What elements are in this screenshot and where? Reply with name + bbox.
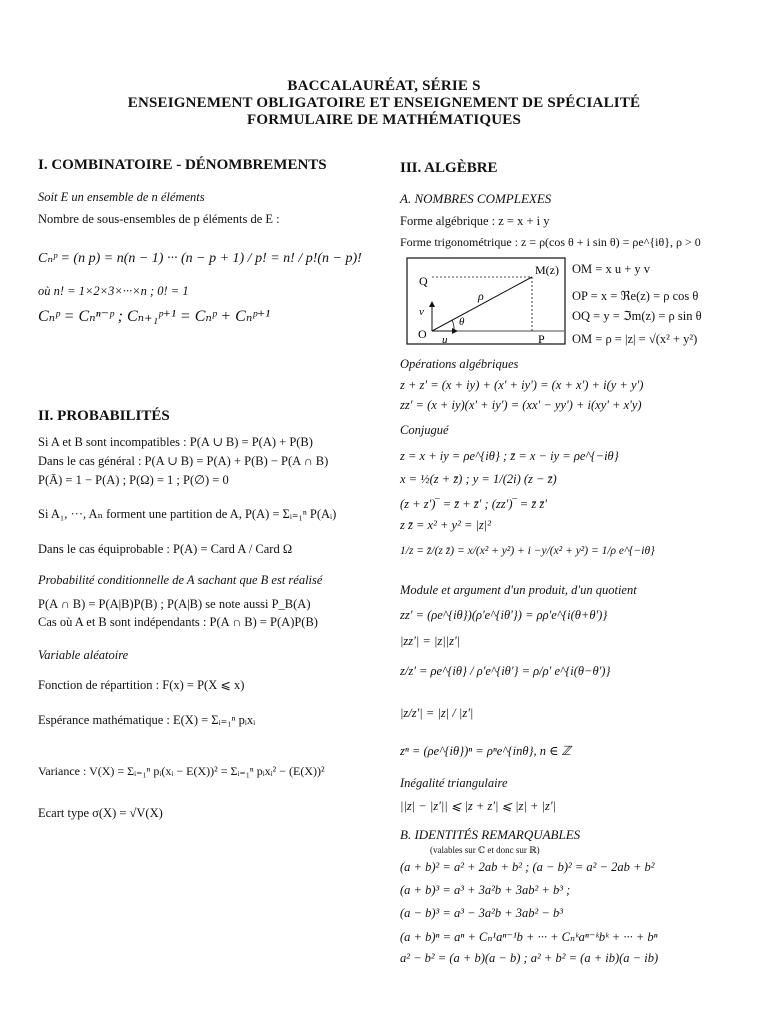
standard-deviation: Ecart type σ(X) = √V(X) — [38, 806, 163, 820]
power-formula: zⁿ = (ρe^{iθ})ⁿ = ρⁿe^{inθ}, n ∈ ℤ — [400, 744, 571, 758]
operations-title: Opérations algébriques — [400, 357, 519, 371]
expectation-formula: Espérance mathématique : E(X) = Σᵢ₌₁ⁿ pᵢxᵢ — [38, 713, 256, 727]
label-o: O — [418, 327, 427, 341]
complex-plane-svg — [406, 257, 568, 347]
op-formula: OP = x = ℜe(z) = ρ cos θ — [572, 289, 699, 303]
label-rho: ρ — [478, 289, 484, 303]
header-title-line-1: BACCALAURÉAT, SÉRIE S — [287, 78, 481, 94]
prob-incompatible: Si A et B sont incompatibles : P(A ∪ B) = P(A) + P(B) — [38, 435, 313, 449]
conditional-formula: P(A ∩ B) = P(A|B)P(B) ; P(A|B) se note aussi P_B(A) — [38, 597, 311, 611]
oq-formula: OQ = y = ℑm(z) = ρ sin θ — [572, 309, 702, 323]
om-segment — [432, 277, 532, 331]
identities-note: (valables sur ℂ et donc sur ℝ) — [430, 845, 540, 855]
section-2-title: II. PROBABILITÉS — [38, 408, 170, 424]
identity-square: (a + b)² = a² + 2ab + b² ; (a − b)² = a² − 2ab + b² — [400, 860, 655, 874]
om-vector-formula: OM = x u + y v — [572, 262, 650, 276]
label-u: u — [442, 334, 448, 346]
label-theta: θ — [459, 316, 465, 328]
conditional-title: Probabilité conditionnelle de A sachant que B est réalisé — [38, 573, 323, 587]
binomial-formula: Cₙᵖ = (n p) = n(n − 1) ··· (n − p + 1) / p! = n! / p!(n − p)! — [38, 251, 362, 266]
complex-plane-diagram — [406, 257, 568, 347]
header-title-line-3: FORMULAIRE DE MATHÉMATIQUES — [246, 112, 522, 128]
modulus-squared: z z̄ = x² + y² = |z|² — [400, 518, 491, 532]
subsection-a-title: A. NOMBRES COMPLEXES — [400, 191, 552, 206]
header-title-line-2: ENSEIGNEMENT OBLIGATOIRE ET ENSEIGNEMENT DE SPÉCIALITÉ — [127, 95, 641, 111]
distribution-function: Fonction de répartition : F(x) = P(X ⩽ x) — [38, 678, 245, 692]
modulus-quotient: |z/z'| = |z| / |z'| — [400, 706, 474, 720]
prob-equiprobable: Dans le cas équiprobable : P(A) = Card A / Card Ω — [38, 542, 293, 556]
conjugate-properties: (z + z')‾ = z̄ + z̄' ; (zz')‾ = z̄ z̄' — [400, 497, 547, 511]
pascal-identity: Cₙᵖ = Cₙⁿ⁻ᵖ ; Cₙ₊₁ᵖ⁺¹ = Cₙᵖ + Cₙᵖ⁺¹ — [38, 308, 271, 325]
independence-formula: Cas où A et B sont indépendants : P(A ∩ B) = P(A)P(B) — [38, 615, 318, 629]
section-1-count-label: Nombre de sous-ensembles de p éléments de E : — [38, 212, 280, 226]
conjugate-definition: z = x + iy = ρe^{iθ} ; z̄ = x − iy = ρe^{−iθ} — [400, 449, 619, 463]
label-m: M(z) — [535, 263, 559, 277]
section-1-title: I. COMBINATOIRE - DÉNOMBREMENTS — [38, 157, 327, 173]
prob-general: Dans le cas général : P(A ∪ B) = P(A) + P(B) − P(A ∩ B) — [38, 454, 329, 468]
sum-formula: z + z' = (x + iy) + (x' + iy') = (x + x') + i(y + y') — [400, 378, 644, 392]
modulus-formula: OM = ρ = |z| = √(x² + y²) — [572, 332, 698, 346]
triangle-inequality: ||z| − |z'|| ⩽ |z + z'| ⩽ |z| + |z'| — [400, 799, 556, 813]
subsection-b-title: B. IDENTITÉS REMARQUABLES — [400, 827, 581, 842]
v-arrowhead — [429, 301, 435, 307]
binomial-theorem: (a + b)ⁿ = aⁿ + Cₙ¹aⁿ⁻¹b + ··· + Cₙᵏaⁿ⁻ᵏbᵏ + ··· + bⁿ — [400, 930, 658, 944]
identity-cube-plus: (a + b)³ = a³ + 3a²b + 3ab² + b³ ; — [400, 883, 571, 897]
triangle-inequality-title: Inégalité triangulaire — [400, 776, 508, 790]
variance-formula: Variance : V(X) = Σᵢ₌₁ⁿ pᵢ(xᵢ − E(X))² = Σᵢ₌₁ⁿ pᵢxᵢ² − (E(X))² — [38, 764, 325, 778]
quotient-exponential: z/z' = ρe^{iθ} / ρ'e^{iθ'} = ρ/ρ' e^{i(θ−θ')} — [400, 664, 611, 678]
product-exponential: zz' = (ρe^{iθ})(ρ'e^{iθ'}) = ρρ'e^{i(θ+θ')} — [400, 608, 608, 622]
inverse-formula: 1/z = z̄/(z z̄) = x/(x² + y²) + i −y/(x² + y²) = 1/ρ e^{−iθ} — [400, 545, 655, 557]
product-formula: zz' = (x + iy)(x' + iy') = (xx' − yy') + i(xy' + x'y) — [400, 398, 642, 412]
algebraic-form: Forme algébrique : z = x + i y — [400, 214, 550, 228]
prob-complement: P(Ā) = 1 − P(A) ; P(Ω) = 1 ; P(∅) = 0 — [38, 473, 229, 487]
identity-cube-minus: (a − b)³ = a³ − 3a²b + 3ab² − b³ — [400, 906, 563, 920]
modulus-product: |zz'| = |z||z'| — [400, 634, 461, 648]
section-1-intro: Soit E un ensemble de n éléments — [38, 190, 205, 204]
section-3-title: III. ALGÈBRE — [400, 160, 498, 176]
real-imag-parts: x = ½(z + z̄) ; y = 1/(2i) (z − z̄) — [400, 472, 557, 486]
prob-partition: Si A₁, ···, Aₙ forment une partition de A, P(A) = Σᵢ₌₁ⁿ P(Aᵢ) — [38, 507, 337, 521]
right-column — [400, 0, 740, 1024]
conjugate-title: Conjugué — [400, 423, 449, 437]
trigonometric-form: Forme trigonométrique : z = ρ(cos θ + i sin θ) = ρe^{iθ}, ρ > 0 — [400, 235, 701, 249]
difference-sum-squares: a² − b² = (a + b)(a − b) ; a² + b² = (a + ib)(a − ib) — [400, 951, 659, 965]
factorial-definition: où n! = 1×2×3×···×n ; 0! = 1 — [38, 284, 189, 298]
label-q: Q — [419, 274, 428, 288]
left-column — [38, 0, 378, 1024]
label-p: P — [538, 332, 545, 346]
modulus-argument-title: Module et argument d'un produit, d'un quotient — [400, 583, 637, 597]
random-variable-title: Variable aléatoire — [38, 648, 129, 662]
label-v: v — [419, 306, 424, 318]
